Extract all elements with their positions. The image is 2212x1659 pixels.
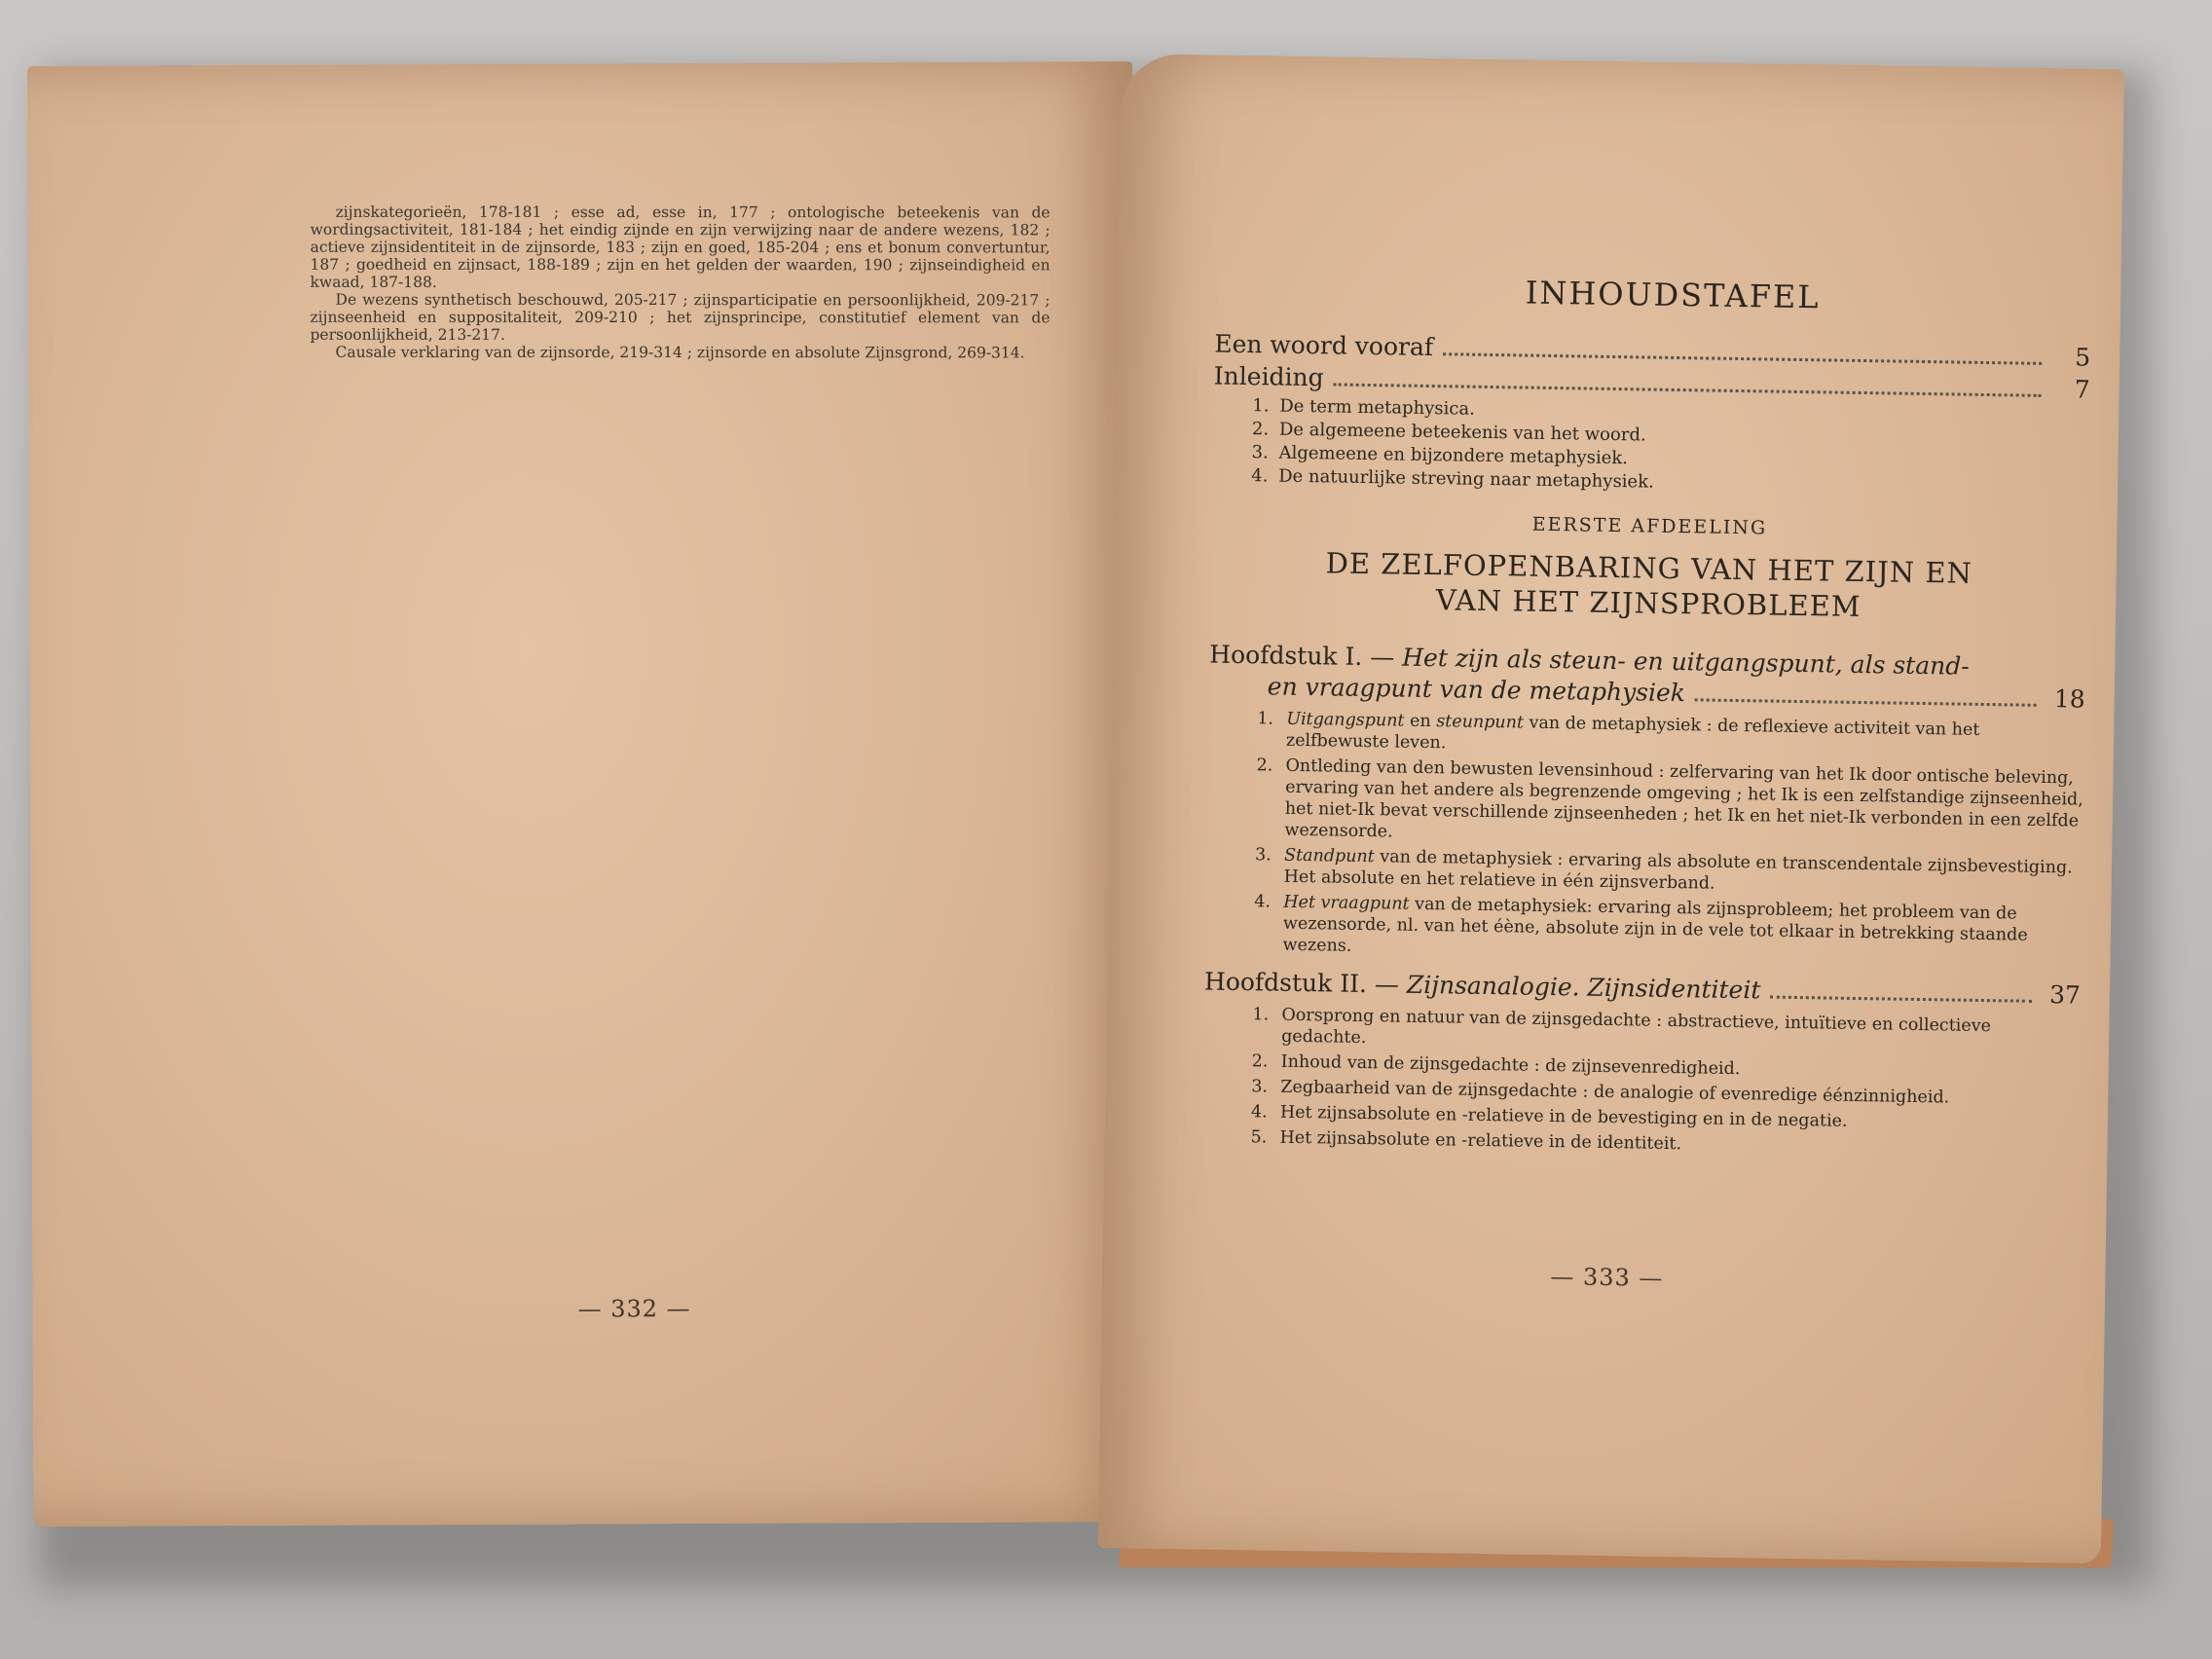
index-paragraph: De wezens synthetisch beschouwd, 205-217 ; zijnsparticipatie en persoonlijkheid, 209-217 ; zijnseenheid en suppositaliteit, 209-210 ; het zijnsprincipe, constitutief element van de persoonlijkheid, 213-217.: [310, 290, 1051, 344]
chapter-2-items: [1250, 1004, 2080, 1161]
index-paragraph: Causale verklaring van de zijnsorde, 219-314 ; zijnsorde en absolute Zijnsgrond, 269-314.: [335, 343, 1025, 362]
left-page: [27, 61, 1139, 1527]
toc-entry-page: 5: [2075, 343, 2091, 372]
toc-entry-label: Inleiding: [1213, 361, 1324, 392]
chapter-head: Hoofdstuk I. —: [1209, 640, 1395, 672]
table-of-contents: [1201, 270, 2091, 1173]
intro-items: [1251, 394, 2089, 500]
list-item: 2. Inhoud van de zijnsgedachte : de zijnsevenredigheid.: [1251, 1051, 1741, 1080]
chapter-page: 37: [2048, 980, 2082, 1010]
leader-dots: [1695, 698, 2037, 707]
list-item: 3. Algemeene en bijzondere metaphysiek.: [1251, 442, 1629, 469]
chapter-title: Zijnsanalogie. Zijnsidentiteit: [1406, 970, 1761, 1005]
list-item: 4. De natuurlijke streving naar metaphysiek.: [1251, 465, 1654, 493]
list-item: 2. De algemeene beteekenis van het woord.: [1251, 419, 1646, 446]
leader-dots: [1334, 383, 2042, 396]
list-item: 2. Ontleding van den bewusten levensinhoud : zelfervaring van het Ik door ontische beleving, ervaring van het andere als begrenzende omgeving ; het Ik is een zelfstandige zijnseenheid, het niet-Ik bevat verschillende zijnseenheden ; het Ik en het niet-Ik verbonden in een zelfde wezensorde.: [1256, 756, 2083, 842]
chapter-head: Hoofdstuk II. —: [1203, 967, 1400, 999]
toc-title: INHOUDSTAFEL: [1525, 274, 1821, 316]
section-label: EERSTE AFDEELING: [1531, 513, 1768, 539]
list-item: 4. Het vraagpunt van de metaphysiek: ervaring als zijnsprobleem; het probleem van de wezensorde, nl. van het éène, absolute zijn in de vele tot elkaar in betrekking staande wezens.: [1254, 892, 2028, 956]
page-number-right: — 333 —: [1550, 1263, 1664, 1292]
list-item: 1. De term metaphysica.: [1252, 395, 1476, 420]
page-number-left: — 332 —: [577, 1295, 691, 1323]
chapter-1: [1209, 639, 2086, 715]
section-title: DE ZELFOPENBARING VAN HET ZIJN EN VAN HET ZIJNSPROBLEEM: [1325, 546, 1973, 623]
chapter-1-items: [1253, 708, 2084, 968]
list-item: 4. Het zijnsabsolute en -relatieve in de bevestiging en in de negatie.: [1250, 1102, 1848, 1131]
right-page: [1098, 54, 2124, 1564]
leader-dots: [1770, 996, 2032, 1003]
list-item: 3. Standpunt van de metaphysiek : ervaring als absolute en transcendentale zijnsbevestiging. Het absolute en het relatieve in één zijnsverband.: [1254, 845, 2073, 894]
index-text: [310, 203, 1050, 362]
chapter-title: Het zijn als steun- en uitgangspunt, als stand-: [1402, 643, 1970, 681]
toc-entry-label: Een woord vooraf: [1214, 329, 1434, 362]
list-item: 1. Uitgangspunt en steunpunt van de metaphysiek : de reflexieve activiteit van het zelfbewuste leven.: [1257, 709, 1980, 754]
chapter-page: 18: [2053, 684, 2085, 714]
list-item: 3. Zegbaarheid van de zijnsgedachte : de analogie of evenredige éénzinnigheid.: [1251, 1077, 1950, 1108]
index-paragraph: zijnskategorieën, 178-181 ; esse ad, esse in, 177 ; ontologische beteekenis van de wordingsactiviteit, 181-184 ; het eindig zijnde en zijn verwijzing naar de andere wezens, 182 ; actieve zijnsidentiteit in de zijnsorde, 183 ; zijn en goed, 185-204 ; ens et bonum convertuntur, 187 ; goedheid en zijnsact, 188-189 ; zijn en het gelden der waarden, 190 ; zijnseindigheid en kwaad, 187-188.: [310, 203, 1051, 291]
toc-entry-page: 7: [2074, 375, 2090, 404]
chapter-title-cont: en vraagpunt van de metaphysiek: [1267, 672, 1686, 708]
list-item: 1. Oorsprong en natuur van de zijnsgedachte : abstractieve, intuïtieve en collectieve gedachte.: [1252, 1005, 1992, 1049]
leader-dots: [1443, 352, 2042, 365]
list-item: 5. Het zijnsabsolute en -relatieve in de identiteit.: [1250, 1127, 1682, 1155]
